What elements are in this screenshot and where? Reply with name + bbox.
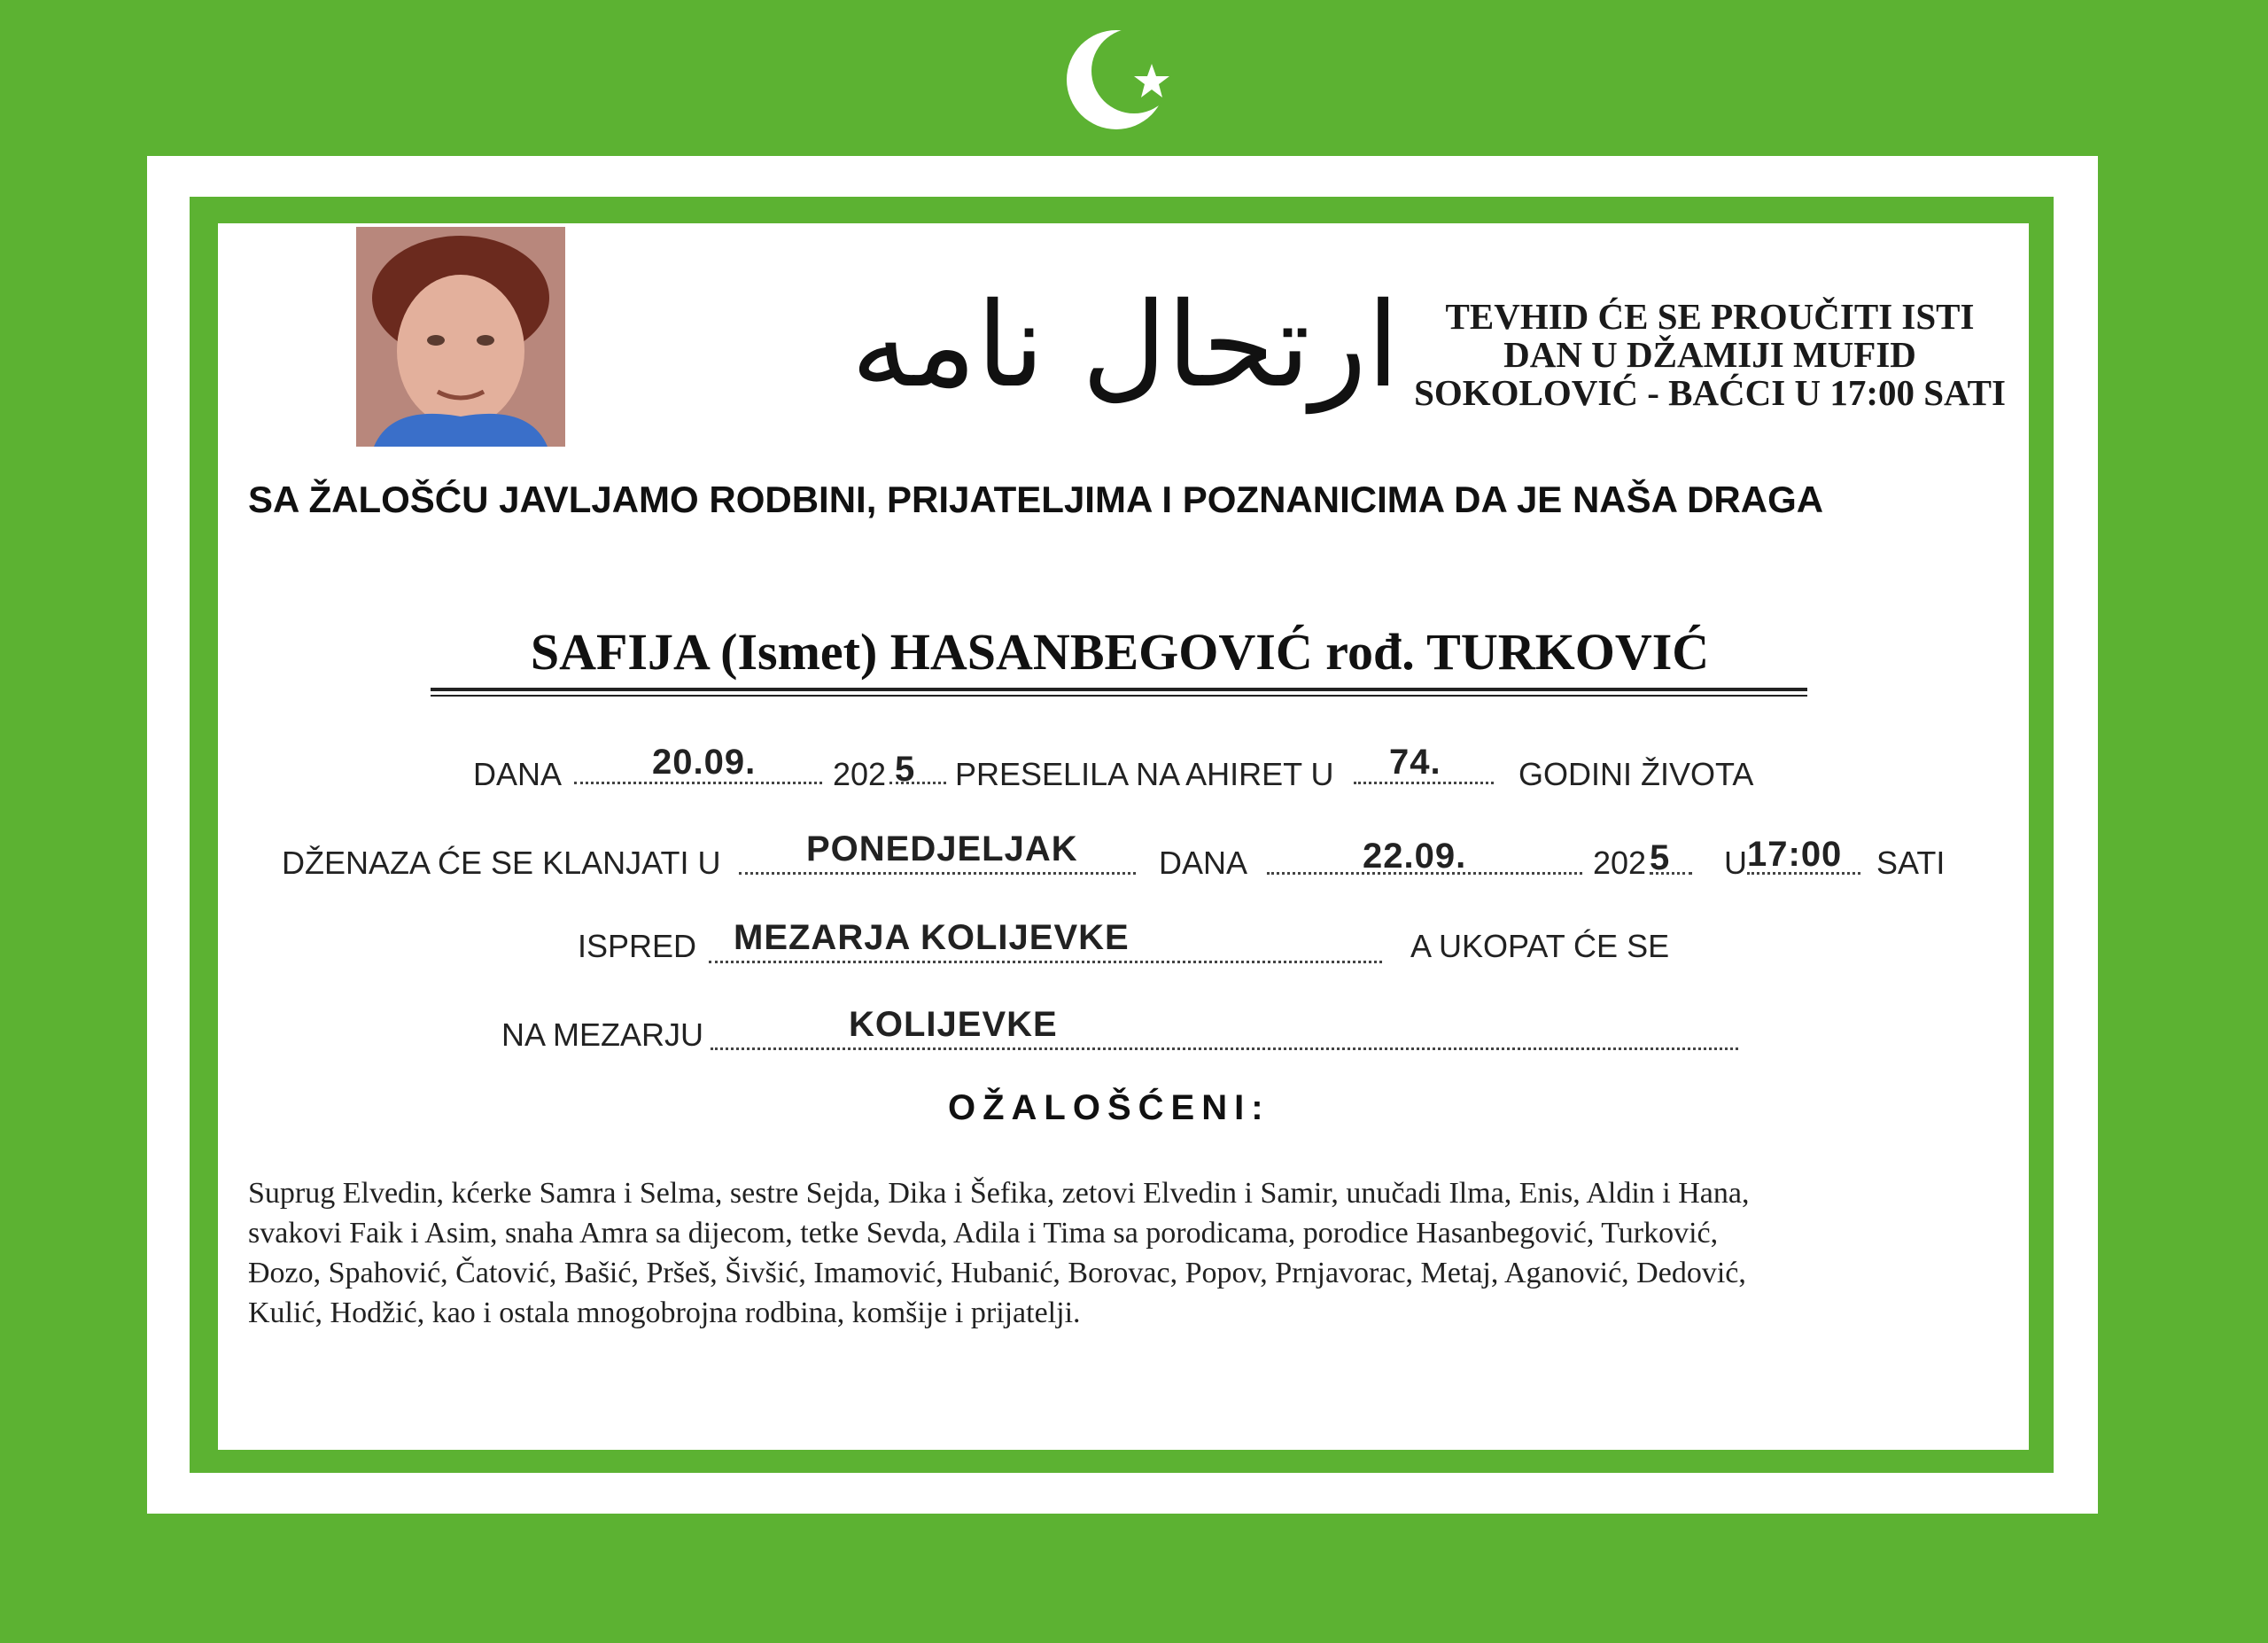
mourners-line: svakovi Faik i Asim, snaha Amra sa dijecom, tetke Sevda, Adila i Tima sa porodicama, porodice Hasanbegović, Turković, (248, 1217, 1719, 1250)
cemetery-name: KOLIJEVKE (849, 1005, 1058, 1044)
arabic-title: ارتحال نامه (850, 277, 1400, 414)
tevhid-line: TEVHID ĆE SE PROUČITI ISTI (1445, 296, 1975, 337)
label-dzenaza: DŽENAZA ĆE SE KLANJATI U (282, 845, 721, 881)
portrait-photo (356, 227, 565, 447)
label-ispred: ISPRED (578, 928, 697, 964)
funeral-time: 17:00 (1747, 835, 1843, 874)
mourners-line: Suprug Elvedin, kćerke Samra i Selma, sestre Sejda, Dika i Šefika, zetovi Elvedin i Samir, unučadi Ilma, Enis, Aldin i Hana, (248, 1177, 1750, 1210)
label-na-mezarju: NA MEZARJU (501, 1016, 704, 1053)
name-underline (431, 695, 1807, 697)
dotted-line (574, 782, 822, 784)
age-value: 74. (1389, 743, 1441, 782)
label-ukopat: A UKOPAT ĆE SE (1410, 928, 1670, 964)
label-sati: SATI (1876, 845, 1946, 881)
dotted-line (711, 1047, 1738, 1050)
tevhid-line: SOKOLOVIĆ - BAĆCI U 17:00 SATI (1414, 372, 2006, 413)
crescent-star-icon (1052, 16, 1194, 140)
label-u: U (1724, 845, 1747, 881)
funeral-year-digit: 5 (1650, 838, 1671, 877)
funeral-weekday: PONEDJELJAK (806, 829, 1078, 868)
funeral-place: MEZARJA KOLIJEVKE (734, 918, 1130, 957)
tevhid-notice (1382, 298, 2038, 412)
dotted-line (709, 961, 1382, 963)
label-dana: DANA (1159, 845, 1248, 881)
year-prefix: 202 (833, 756, 887, 792)
label-preselila: PRESELILA NA AHIRET U (955, 756, 1334, 792)
mourners-title: OŽALOŠĆENI: (948, 1088, 1270, 1127)
mourners-list (248, 1173, 2029, 1333)
year-prefix: 202 (1593, 845, 1647, 881)
intro-text: SA ŽALOŠĆU JAVLJAMO RODBINI, PRIJATELJIMA I POZNANICIMA DA JE NAŠA DRAGA (248, 479, 1824, 520)
mourners-line: Đozo, Spahović, Čatović, Bašić, Pršeš, Šivšić, Imamović, Hubanić, Borovac, Popov, Prnjavorac, Metaj, Aganović, Dedović, (248, 1257, 1746, 1289)
death-year-digit: 5 (895, 750, 916, 789)
tevhid-line: DAN U DŽAMIJI MUFID (1503, 334, 1916, 375)
funeral-date: 22.09. (1363, 837, 1467, 876)
deceased-name: SAFIJA (Ismet) HASANBEGOVIĆ rođ. TURKOVIĆ (530, 623, 1710, 681)
mourners-line: Kulić, Hodžić, kao i ostala mnogobrojna rodbina, komšije i prijatelji. (248, 1296, 1081, 1329)
label-godini: GODINI ŽIVOTA (1518, 756, 1754, 792)
name-underline (431, 688, 1807, 691)
death-date: 20.09. (652, 743, 757, 782)
dotted-line (1354, 782, 1494, 784)
label-dana: DANA (473, 756, 563, 792)
dotted-line (739, 872, 1136, 875)
